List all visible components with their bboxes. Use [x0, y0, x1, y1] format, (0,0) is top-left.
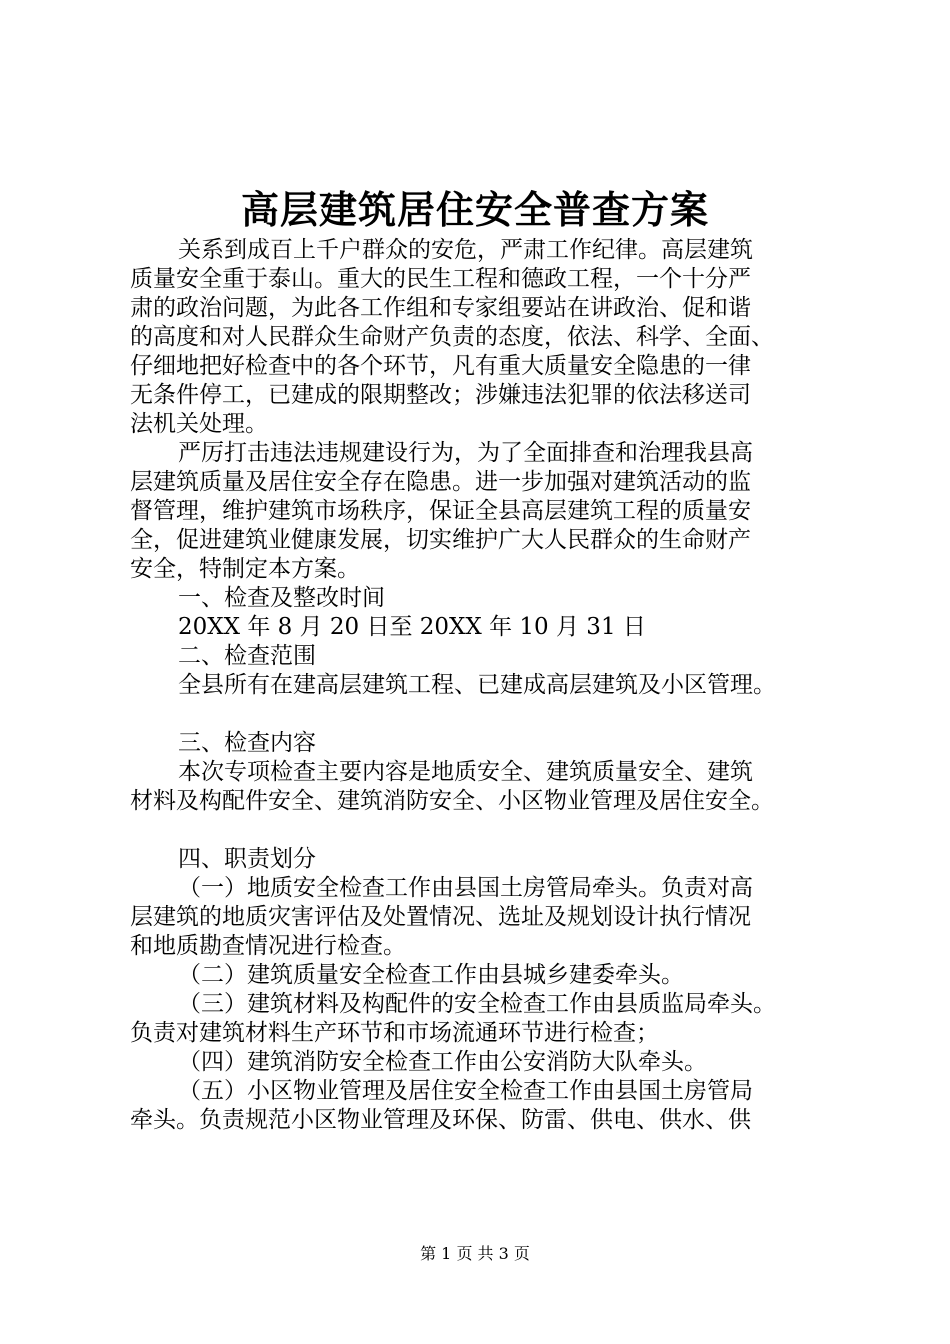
blank-line	[130, 816, 840, 845]
paragraph-line: 层建筑的地质灾害评估及处置情况、选址及规划设计执行情况	[130, 904, 751, 930]
paragraph-line: 20XX 年 8 月 20 日至 20XX 年 10 月 31 日	[178, 614, 646, 640]
page-footer: 第 1 页 共 3 页	[420, 1244, 530, 1263]
paragraph-line: 材料及构配件安全、建筑消防安全、小区物业管理及居住安全。	[130, 788, 774, 814]
paragraph-line: 仔细地把好检查中的各个环节，凡有重大质量安全隐患的一律	[130, 353, 751, 379]
paragraph-line: 督管理，维护建筑市场秩序，保证全县高层建筑工程的质量安	[130, 498, 751, 524]
paragraph-line: （四）建筑消防安全检查工作由公安消防大队牵头。	[178, 1049, 707, 1075]
paragraph-line: 肃的政治问题，为此各工作组和专家组要站在讲政治、促和谐	[130, 295, 751, 321]
paragraph-line: 质量安全重于泰山。重大的民生工程和德政工程，一个十分严	[130, 266, 751, 292]
paragraph-line: （五）小区物业管理及居住安全检查工作由县国土房管局	[178, 1078, 753, 1104]
section-heading: 二、检查范围	[178, 643, 316, 669]
blank-line	[130, 700, 840, 729]
paragraph-line: （三）建筑材料及构配件的安全检查工作由县质监局牵头。	[178, 991, 776, 1017]
paragraph-line: （一）地质安全检查工作由县国土房管局牵头。负责对高	[178, 875, 753, 901]
paragraph-line: 全县所有在建高层建筑工程、已建成高层建筑及小区管理。	[178, 672, 776, 698]
section-heading: 四、职责划分	[178, 846, 316, 872]
paragraph-line: 安全，特制定本方案。	[130, 556, 360, 582]
section-heading: 一、检查及整改时间	[178, 585, 385, 611]
paragraph-line: 严厉打击违法违规建设行为，为了全面排查和治理我县高	[178, 440, 753, 466]
paragraph-line: 负责对建筑材料生产环节和市场流通环节进行检查；	[130, 1020, 659, 1046]
paragraph-line: 层建筑质量及居住安全存在隐患。进一步加强对建筑活动的监	[130, 469, 751, 495]
paragraph-line: 和地质勘查情况进行检查。	[130, 933, 406, 959]
paragraph-line: 全，促进建筑业健康发展，切实维护广大人民群众的生命财产	[130, 527, 751, 553]
paragraph-line: 牵头。负责规范小区物业管理及环保、防雷、供电、供水、供	[130, 1107, 751, 1133]
paragraph-line: 法机关处理。	[130, 411, 268, 437]
paragraph-line: 关系到成百上千户群众的安危，严肃工作纪律。高层建筑	[178, 237, 753, 263]
paragraph-line: 的高度和对人民群众生命财产负责的态度，依法、科学、全面、	[130, 324, 774, 350]
paragraph-line: 本次专项检查主要内容是地质安全、建筑质量安全、建筑	[178, 759, 753, 785]
document-title: 高层建筑居住安全普查方案	[240, 187, 709, 232]
paragraph-line: 无条件停工，已建成的限期整改；涉嫌违法犯罪的依法移送司	[130, 382, 751, 408]
document-body	[130, 236, 840, 1135]
section-heading: 三、检查内容	[178, 730, 316, 756]
paragraph-line: （二）建筑质量安全检查工作由县城乡建委牵头。	[178, 962, 684, 988]
